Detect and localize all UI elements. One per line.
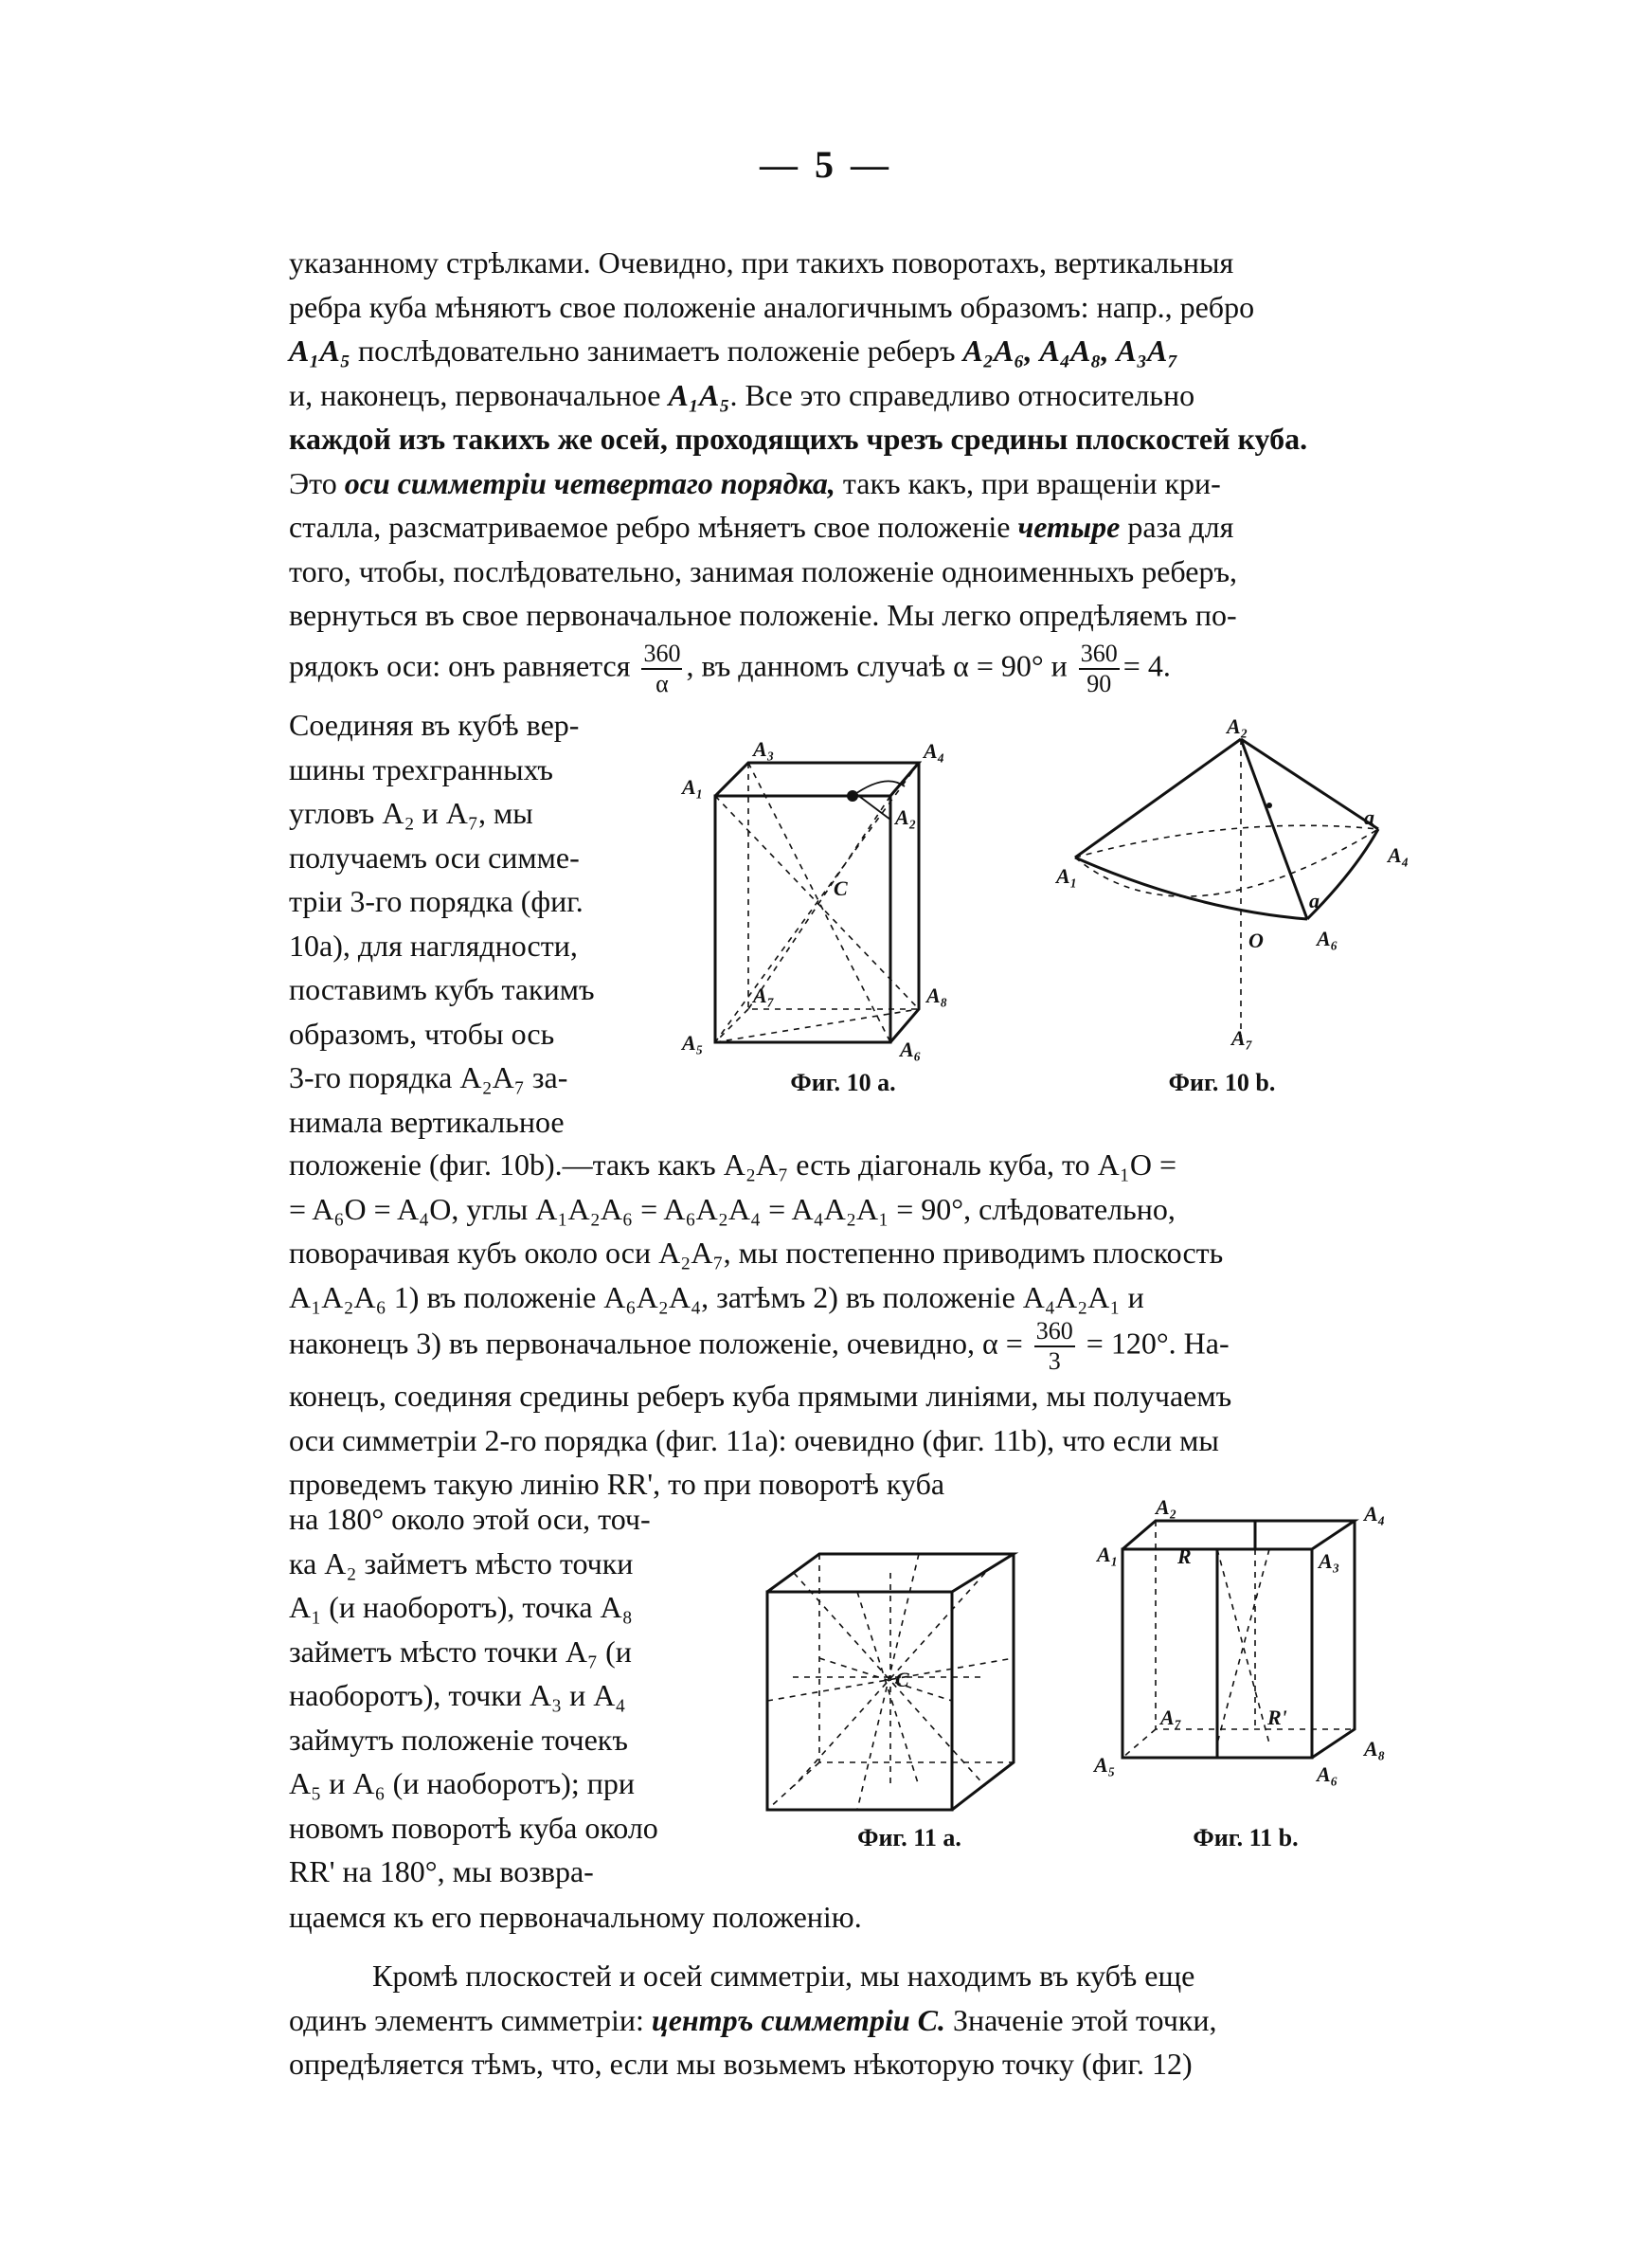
cube-drawing (767, 1554, 1014, 1810)
line: поворачивая кубъ около оси A₂A₇, мы постепенно приводимъ плоскость (289, 1236, 1224, 1270)
math: A₄A₈, (1039, 334, 1109, 368)
line: 10a), для наглядности, (289, 928, 578, 963)
line: RR' на 180°, мы возвра- (289, 1854, 594, 1888)
label-A2: A₂ (1156, 1495, 1177, 1519)
line: поставимъ кубъ такимъ (289, 972, 595, 1006)
line: = A₆O = A₄O, углы A₁A₂A₆ = A₆A₂A₄ = A₄A₂A₁ = 90°, слѣдовательно, (289, 1191, 1176, 1226)
line: ребра куба мѣняютъ свое положеніе аналогичнымъ образомъ: напр., ребро (289, 289, 1255, 324)
text: , въ данномъ случаѣ α = 90° и (686, 647, 1068, 682)
text: Значеніе этой точки, (952, 2002, 1217, 2037)
text: такъ какъ, при вращеніи кри- (842, 465, 1221, 500)
text: рядокъ оси: онъ равняется (289, 647, 631, 682)
line (289, 641, 1440, 696)
page-number: — 5 — (760, 143, 892, 186)
math: A₁A₅ (289, 334, 350, 368)
denominator: 3 (1048, 1347, 1061, 1375)
line: A₁ (и наоборотъ), точка A₈ (289, 1590, 633, 1624)
denominator: α (655, 669, 669, 697)
line: угловъ A₂ и A₇, мы (289, 796, 533, 830)
figure-11b (1080, 1488, 1430, 1810)
label-A5: A₅ (682, 1031, 704, 1055)
column-left-fig11 (289, 1497, 727, 1894)
label-A4: A₄ (1388, 843, 1410, 867)
label-A7: A₇ (1160, 1706, 1182, 1729)
line: займетъ мѣсто точки A₇ (и (289, 1634, 632, 1669)
label-a: a (1364, 805, 1374, 829)
paragraph-1 (289, 241, 1440, 696)
line: проведемъ такую линію RR', то при поворотѣ куба (289, 1467, 945, 1501)
math: A₃A₇ (1116, 334, 1178, 368)
label-C: C (895, 1668, 909, 1691)
label-A8: A₈ (926, 984, 948, 1007)
line: щаемся къ его первоначальному положенію. (289, 1900, 862, 1934)
line: наоборотъ), точки A₃ и A₄ (289, 1678, 626, 1712)
caption-fig-10b: Фиг. 10 b. (1168, 1069, 1276, 1096)
line (289, 373, 1440, 418)
math: A₂A₆, (962, 334, 1032, 368)
line: оси симметріи 2-го порядка (фиг. 11a): очевидно (фиг. 11b), что если мы (289, 1422, 1219, 1457)
line: A₅ и A₆ (и наоборотъ); при (289, 1766, 635, 1800)
math: A₁A₅ (668, 377, 730, 412)
line: на 180° около этой оси, точ- (289, 1502, 651, 1536)
line: ка A₂ займетъ мѣсто точки (289, 1545, 634, 1580)
line: опредѣляется тѣмъ, что, если мы возьмемъ нѣкоторую точку (фиг. 12) (289, 2047, 1193, 2081)
label-A3: A₃ (753, 737, 775, 761)
line: Кромѣ плоскостей и осей симметріи, мы находимъ въ кубѣ еще (372, 1959, 1195, 1993)
label-A8: A₈ (1364, 1737, 1386, 1760)
emphasis: четыре (1017, 510, 1121, 544)
label-R-prime: R' (1267, 1706, 1287, 1729)
label-a: a (1309, 889, 1320, 912)
column-left-fig10 (289, 703, 647, 1144)
label-A1: A₁ (1056, 864, 1078, 888)
caption-fig-10a: Фиг. 10 a. (790, 1069, 896, 1096)
caption-fig-11a: Фиг. 11 a. (857, 1824, 961, 1851)
emphasis: оси симметріи четвертаго порядка, (344, 465, 835, 500)
line (289, 1998, 1440, 2043)
line: того, чтобы, послѣдовательно, занимая положеніе одноименныхъ реберъ, (289, 553, 1237, 588)
label-O: O (1248, 929, 1264, 952)
text: послѣдовательно занимаетъ положеніе реберъ (358, 334, 956, 368)
line: конецъ, соединяя средины реберъ куба прямыми линіями, мы получаемъ (289, 1379, 1232, 1413)
text: Это (289, 465, 337, 500)
label-A3: A₃ (1319, 1549, 1340, 1573)
paragraph-3-end (289, 1895, 1440, 1940)
label-A6: A₆ (1317, 1762, 1338, 1786)
line (289, 1319, 1440, 1374)
label-A2: A₂ (1227, 714, 1248, 738)
line: вернуться въ свое первоначальное положеніе. Мы легко опредѣляемъ по- (289, 598, 1237, 632)
paragraph-4 (289, 1954, 1440, 2086)
line: 3-го порядка A₂A₇ за- (289, 1060, 568, 1094)
label-A7: A₇ (753, 984, 775, 1007)
line (289, 329, 1440, 373)
text: одинъ элементъ симметріи: (289, 2002, 644, 2037)
text: и, наконецъ, первоначальное (289, 377, 661, 412)
text: наконецъ 3) въ первоначальное положеніе, очевидно, α = (289, 1326, 1023, 1361)
label-A1: A₁ (682, 775, 704, 799)
text: = 120°. На- (1086, 1326, 1230, 1361)
numerator: 360 (1079, 641, 1120, 670)
figure-11a (753, 1535, 1056, 1819)
paragraph-2 (289, 1143, 1440, 1507)
line: получаемъ оси симме- (289, 840, 580, 875)
line: положеніе (фиг. 10b).—такъ какъ A₂A₇ есть діагональ куба, то A₁O = (289, 1147, 1177, 1182)
fraction (1079, 641, 1120, 696)
label-A5: A₅ (1094, 1753, 1116, 1777)
label-A2: A₂ (895, 805, 917, 829)
figure-10a (663, 730, 1023, 1071)
text: сталла, разсматриваемое ребро мѣняетъ свое положеніе (289, 510, 1011, 544)
denominator: 90 (1086, 669, 1112, 697)
numerator: 360 (1034, 1319, 1075, 1347)
pyramid-drawing (1075, 739, 1378, 1038)
text: = 4. (1122, 647, 1171, 682)
line: новомъ поворотѣ куба около (289, 1810, 658, 1845)
line: шины трехгранныхъ (289, 751, 553, 786)
fraction (1034, 1319, 1075, 1374)
text: раза для (1127, 510, 1234, 544)
line: Соединяя въ кубѣ вер- (289, 708, 580, 742)
line: A₁A₂A₆ 1) въ положеніе A₆A₂A₄, затѣмъ 2) въ положеніе A₄A₂A₁ и (289, 1279, 1144, 1314)
label-A4: A₄ (924, 739, 945, 763)
line: указанному стрѣлками. Очевидно, при такихъ поворотахъ, вертикальныя (289, 245, 1234, 280)
cube-drawing (715, 763, 919, 1042)
numerator: 360 (641, 641, 682, 670)
line: образомъ, чтобы ось (289, 1016, 555, 1051)
emphasis: центръ симметріи С. (651, 2002, 945, 2037)
line: займутъ положеніе точекъ (289, 1722, 628, 1757)
line (289, 461, 1440, 506)
label-A6: A₆ (1317, 927, 1338, 950)
line: каждой изъ такихъ же осей, проходящихъ чрезъ средины плоскостей куба. (289, 422, 1308, 456)
fraction (641, 641, 682, 696)
line: нимала вертикальное (289, 1104, 565, 1139)
label-A1: A₁ (1097, 1543, 1119, 1566)
text: . Все это справедливо относительно (729, 377, 1195, 412)
line (289, 505, 1440, 550)
caption-fig-11b: Фиг. 11 b. (1193, 1824, 1299, 1851)
label-A6: A₆ (900, 1038, 922, 1061)
figure-10b (1042, 714, 1421, 1061)
label-A7: A₇ (1231, 1026, 1253, 1050)
label-R: R (1177, 1544, 1192, 1568)
label-A4: A₄ (1364, 1502, 1386, 1526)
label-C: C (834, 876, 848, 900)
line: тріи 3-го порядка (фиг. (289, 884, 584, 918)
